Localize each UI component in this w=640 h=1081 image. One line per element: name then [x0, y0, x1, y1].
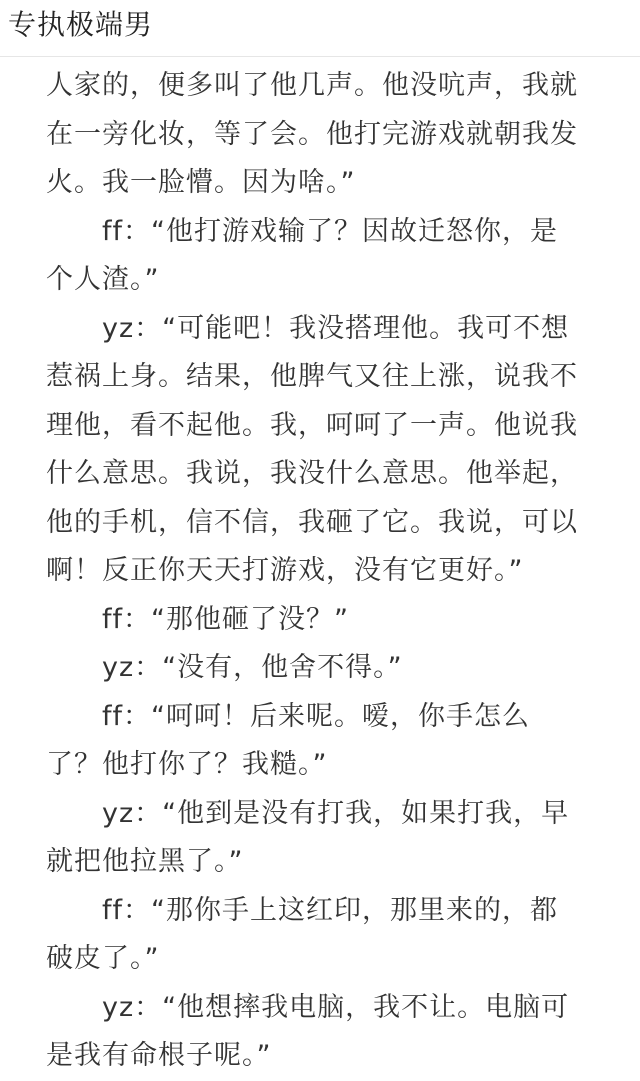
- text-line: ff：“呵呵！后来呢。嗳，你手怎么: [102, 700, 530, 732]
- text-line: yz：“他到是没有打我，如果打我，早: [102, 797, 570, 829]
- text-line: 惹祸上身。结果，他脾气又往上涨，说我不: [46, 361, 578, 392]
- text-line: ff：“那你手上这红印，那里来的，都: [102, 894, 558, 926]
- text-line: 理他，看不起他。我，呵呵了一声。他说我: [46, 409, 578, 441]
- text-line: yz：“没有，他舍不得。”: [102, 652, 403, 683]
- text-line: 火。我一脸懵。因为啥。”: [46, 167, 356, 198]
- header-divider: [0, 56, 640, 57]
- text-line: ff：“他打游戏输了？因故迁怒你，是: [102, 215, 558, 247]
- article-body: [46, 62, 606, 1081]
- text-line: yz：“他想摔我电脑，我不让。电脑可: [102, 991, 570, 1023]
- text-line: 在一旁化妆，等了会。他打完游戏就朝我发: [46, 118, 578, 150]
- article-title: 专执极端男: [8, 8, 154, 41]
- text-line: 个人渣。”: [46, 264, 160, 295]
- text-line: yz：“可能吧！我没搭理他。我可不想: [102, 312, 570, 344]
- text-line: ff：“那他砸了没？”: [102, 603, 349, 635]
- text-line: 什么意思。我说，我没什么意思。他举起，: [46, 458, 578, 489]
- text-line: 了？他打你了？我糙。”: [46, 749, 328, 780]
- text-line: 他的手机，信不信，我砸了它。我说，可以: [46, 506, 578, 538]
- text-line: 破皮了。”: [46, 943, 160, 974]
- text-line: 就把他拉黑了。”: [46, 846, 244, 877]
- text-line: 啊！反正你天天打游戏，没有它更好。”: [46, 555, 524, 586]
- text-line: 是我有命根子呢。”: [46, 1040, 272, 1071]
- header-bar: [0, 0, 640, 50]
- text-line: 人家的，便多叫了他几声。他没吭声，我就: [46, 70, 578, 101]
